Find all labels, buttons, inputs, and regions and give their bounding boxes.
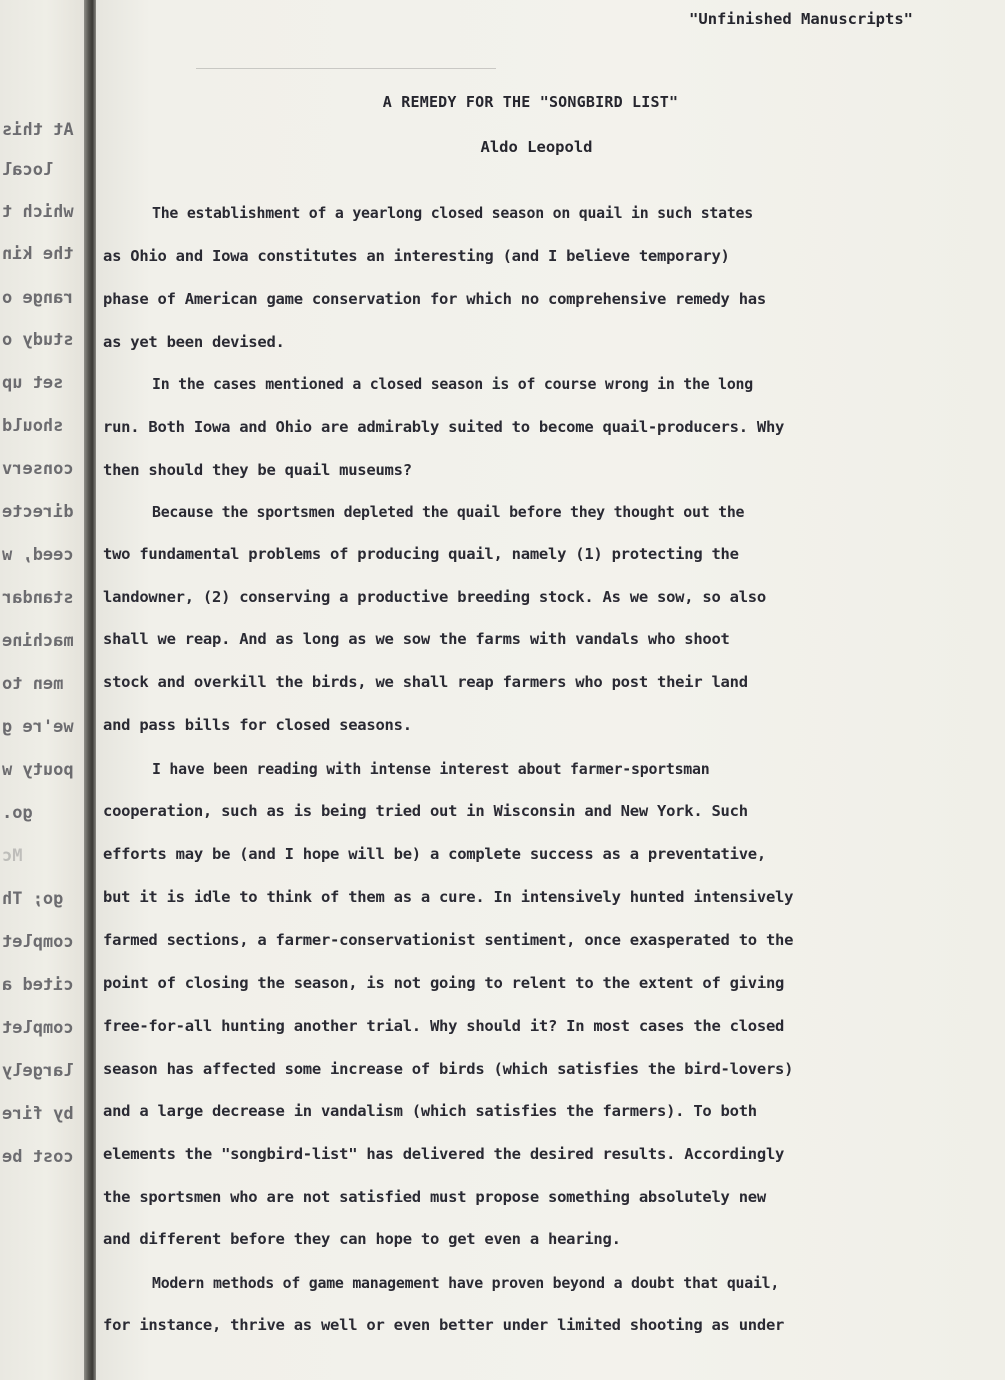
- body-line: Because the sportsmen depleted the quail before they thought out the: [152, 503, 745, 521]
- body-line: stock and overkill the birds, we shall reap farmers who post their land: [103, 673, 748, 691]
- facing-page-line: machine: [2, 631, 74, 651]
- facing-page-line: pouty w: [2, 760, 74, 780]
- facing-page-line: Mc: [2, 846, 23, 866]
- body-line: for instance, thrive as well or even better under limited shooting as under: [103, 1316, 785, 1334]
- author-name: Aldo Leopold: [480, 138, 593, 156]
- body-line: free-for-all hunting another trial. Why should it? In most cases the closed: [103, 1017, 785, 1035]
- body-line: the sportsmen who are not satisfied must propose something absolutely new: [103, 1188, 766, 1206]
- manuscript-page: [96, 0, 1005, 1380]
- body-line: shall we reap. And as long as we sow the farms with vandals who shoot: [103, 630, 730, 648]
- body-line: farmed sections, a farmer-conservationist sentiment, once exasperated to the: [103, 931, 794, 949]
- body-line: landowner, (2) conserving a productive breeding stock. As we sow, so also: [103, 588, 766, 606]
- facing-page-line: go.: [2, 803, 33, 823]
- body-line: season has affected some increase of birds (which satisfies the bird-lovers): [103, 1060, 794, 1078]
- header-note: "Unfinished Manuscripts": [689, 10, 913, 28]
- body-line: as Ohio and Iowa constitutes an interesting (and I believe temporary): [103, 247, 730, 265]
- body-line: run. Both Iowa and Ohio are admirably suited to become quail-producers. Why: [103, 418, 785, 436]
- body-line: as yet been devised.: [103, 333, 285, 351]
- author-line: [96, 138, 1005, 156]
- facing-page-line: directe: [2, 502, 74, 522]
- facing-page-line: we're g: [2, 717, 74, 737]
- facing-page-line: cost be: [2, 1147, 74, 1167]
- facing-page-line: men to: [2, 674, 64, 694]
- faint-rule: [196, 68, 496, 69]
- body-line: then should they be quail museums?: [103, 461, 412, 479]
- body-line: elements the "songbird-list" has delivered the desired results. Accordingly: [103, 1145, 785, 1163]
- facing-page-line: set up: [2, 373, 64, 393]
- facing-page-line: standar: [2, 588, 74, 608]
- facing-page-edge: [0, 0, 84, 1380]
- facing-page-line: the kin: [2, 244, 74, 264]
- facing-page-line: local: [2, 160, 54, 180]
- body-line: and a large decrease in vandalism (which satisfies the farmers). To both: [103, 1102, 757, 1120]
- body-line: Modern methods of game management have proven beyond a doubt that quail,: [152, 1274, 780, 1292]
- document-title: [96, 93, 1005, 111]
- facing-page-line: study o: [2, 330, 74, 350]
- facing-page-line: ceed, w: [2, 545, 74, 565]
- facing-page-line: go; Th: [2, 889, 64, 909]
- body-line: and pass bills for closed seasons.: [103, 716, 412, 734]
- body-line: two fundamental problems of producing quail, namely (1) protecting the: [103, 545, 739, 563]
- facing-page-line: complet: [2, 932, 74, 952]
- facing-page-line: complet: [2, 1018, 74, 1038]
- body-line: phase of American game conservation for which no comprehensive remedy has: [103, 290, 766, 308]
- facing-page-line: by fire: [2, 1104, 74, 1124]
- body-line: point of closing the season, is not going to relent to the extent of giving: [103, 974, 785, 992]
- body-line: cooperation, such as is being tried out in Wisconsin and New York. Such: [103, 802, 748, 820]
- facing-page-line: which t: [2, 202, 74, 222]
- body-line: I have been reading with intense interest about farmer-sportsman: [152, 760, 710, 778]
- body-line: and different before they can hope to get even a hearing.: [103, 1230, 621, 1248]
- facing-page-line: At this: [2, 120, 74, 140]
- body-line: efforts may be (and I hope will be) a complete success as a preventative,: [103, 845, 766, 863]
- facing-page-line: range o: [2, 288, 74, 308]
- document-title-text: A REMEDY FOR THE "SONGBIRD LIST": [382, 93, 679, 111]
- facing-page-line: cited a: [2, 975, 74, 995]
- facing-page-line: should: [2, 416, 64, 436]
- facing-page-line: largely: [2, 1061, 74, 1081]
- body-line: but it is idle to think of them as a cure. In intensively hunted intensively: [103, 888, 794, 906]
- book-gutter: [84, 0, 96, 1380]
- facing-page-line: conserv: [2, 459, 74, 479]
- body-line: The establishment of a yearlong closed season on quail in such states: [152, 204, 753, 222]
- body-line: In the cases mentioned a closed season is of course wrong in the long: [152, 375, 753, 393]
